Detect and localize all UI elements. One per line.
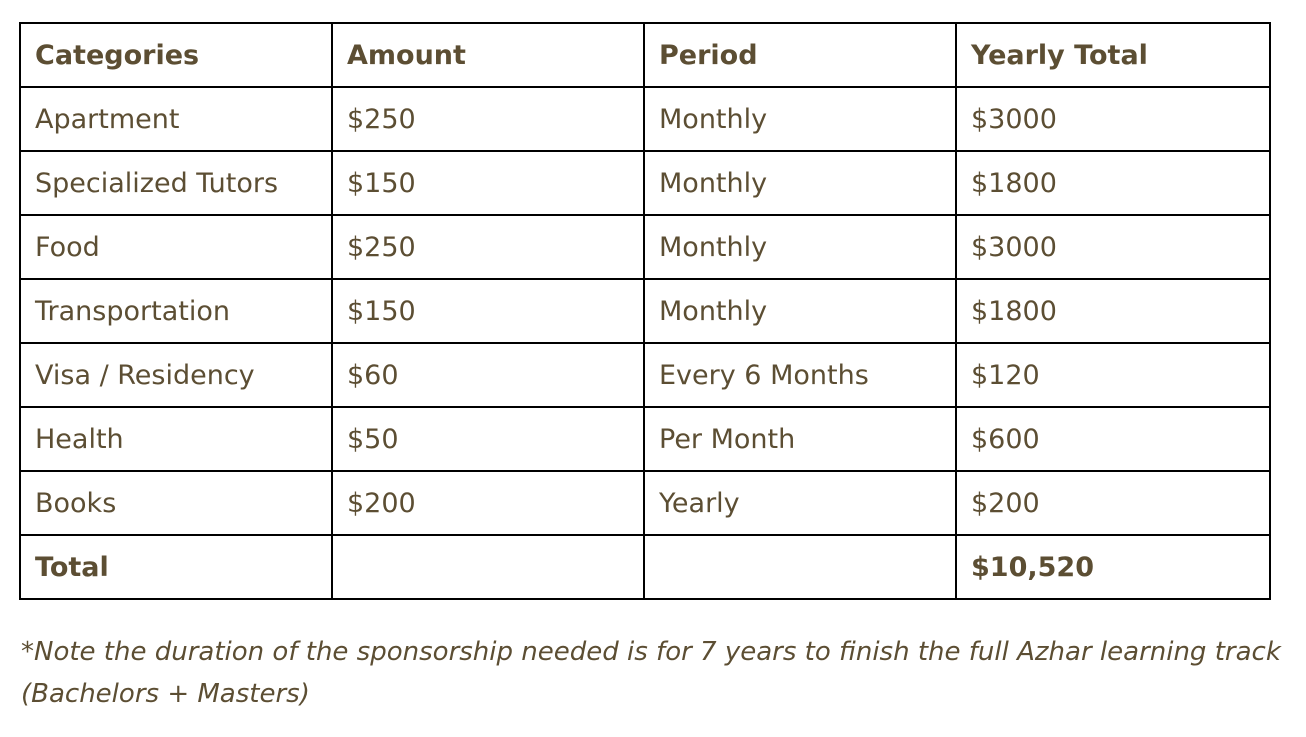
- cell-period: Every 6 Months: [644, 343, 956, 407]
- header-amount: Amount: [332, 23, 644, 87]
- table-header-row: [20, 23, 1270, 87]
- cell-yearly-total: $1800: [956, 279, 1270, 343]
- header-period: Period: [644, 23, 956, 87]
- cell-amount: $250: [332, 215, 644, 279]
- budget-table-container: [19, 22, 1269, 600]
- table-row: [20, 87, 1270, 151]
- total-row: [20, 535, 1270, 599]
- cell-period: Yearly: [644, 471, 956, 535]
- table-row: [20, 471, 1270, 535]
- cell-category: Transportation: [20, 279, 332, 343]
- header-categories: Categories: [20, 23, 332, 87]
- cell-amount: $200: [332, 471, 644, 535]
- note-line-1: *Note the duration of the sponsorship needed is for 7 years to finish the full Azhar learning track: [21, 637, 1281, 667]
- table-row: [20, 215, 1270, 279]
- sponsorship-note: [21, 631, 1281, 715]
- total-amount-empty: [332, 535, 644, 599]
- cell-category: Apartment: [20, 87, 332, 151]
- cell-yearly-total: $3000: [956, 87, 1270, 151]
- total-period-empty: [644, 535, 956, 599]
- cell-amount: $150: [332, 279, 644, 343]
- cell-period: Monthly: [644, 215, 956, 279]
- cell-amount: $150: [332, 151, 644, 215]
- cell-category: Food: [20, 215, 332, 279]
- cell-yearly-total: $120: [956, 343, 1270, 407]
- note-line-2: (Bachelors + Masters): [21, 679, 310, 709]
- cell-yearly-total: $200: [956, 471, 1270, 535]
- cell-category: Specialized Tutors: [20, 151, 332, 215]
- table-row: [20, 151, 1270, 215]
- table-row: [20, 407, 1270, 471]
- cell-period: Per Month: [644, 407, 956, 471]
- table-row: [20, 279, 1270, 343]
- cell-category: Visa / Residency: [20, 343, 332, 407]
- total-yearly-value: $10,520: [956, 535, 1270, 599]
- cell-amount: $50: [332, 407, 644, 471]
- header-yearly-total: Yearly Total: [956, 23, 1270, 87]
- budget-table: [19, 22, 1271, 600]
- cell-yearly-total: $1800: [956, 151, 1270, 215]
- cell-category: Books: [20, 471, 332, 535]
- cell-amount: $250: [332, 87, 644, 151]
- cell-period: Monthly: [644, 279, 956, 343]
- cell-period: Monthly: [644, 151, 956, 215]
- table-row: [20, 343, 1270, 407]
- cell-yearly-total: $600: [956, 407, 1270, 471]
- total-label: Total: [20, 535, 332, 599]
- cell-period: Monthly: [644, 87, 956, 151]
- cell-category: Health: [20, 407, 332, 471]
- cell-yearly-total: $3000: [956, 215, 1270, 279]
- cell-amount: $60: [332, 343, 644, 407]
